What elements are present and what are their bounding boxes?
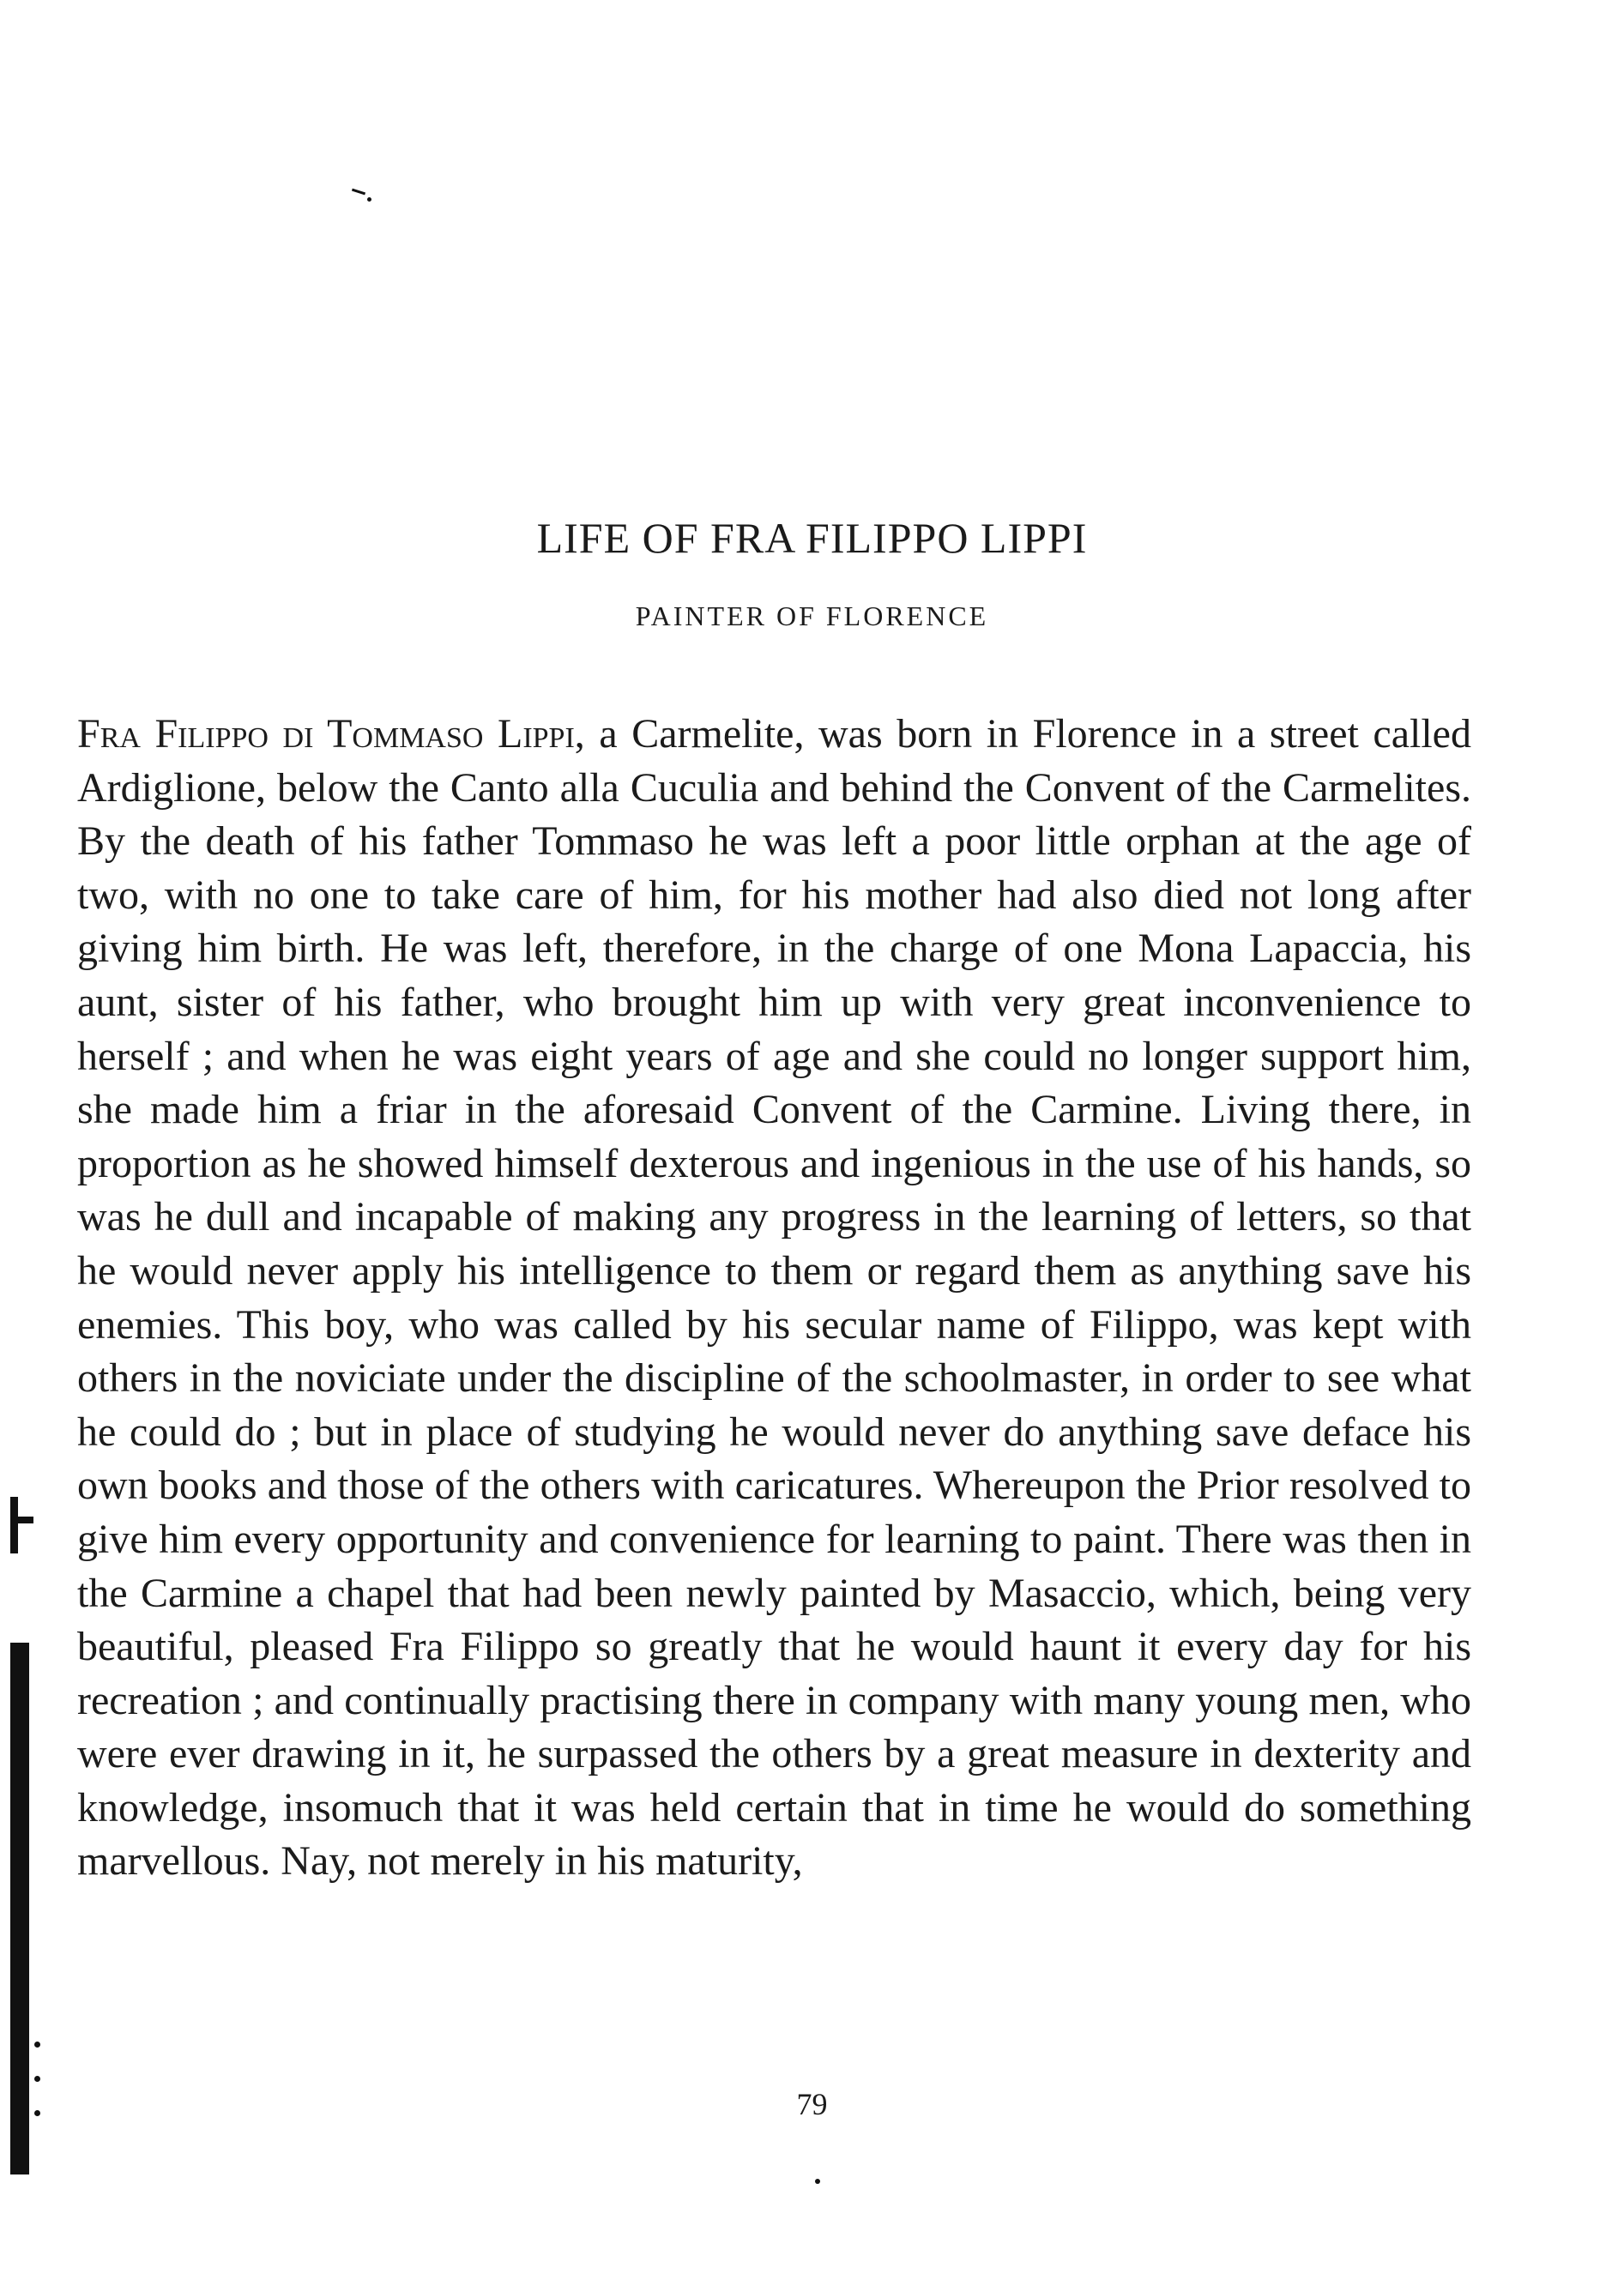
scan-mark-bracket-tick xyxy=(18,1517,33,1523)
body-text: , a Carmelite, was born in Florence in a street called Ardiglione, below the Canto alla Cuculia and behind the Convent of the Carmelites. By the death of his father Tommaso he was left a poor little orphan at the age of two, with no one to take care of him, for his mother had also died not long after giving him birth. He was left, therefore, in the charge of one Mona Lapaccia, his aunt, sister of his father, who brought him up with very great inconvenience to herself ; and when he was eight years of age and she could no longer support him, she made him a friar in the aforesaid Convent of the Carmine. Living there, in proportion as he showed himself dexterous and ingenious in the use of his hands, so was he dull and incapable of making any progress in the learning of letters, so that he would never apply his intelligence to them or regard them as anything save his enemies. This boy, who was called by his secular name of Filippo, was kept with others in the noviciate under the discipline of the schoolmaster, in order to see what he could do ; but in place of studying he would never do anything save deface his own books and those of the others with caricatures. Whereupon the Prior resolved to give him every opportunity and convenience for learning to paint. There was then in the Carmine a chapel that had been newly painted by Masaccio, which, being very beautiful, pleased Fra Filippo so greatly that he would haunt it every day for his recreation ; and continually practising there in company with many young men, who were ever drawing in it, he surpassed the others by a great measure in dexterity and knowledge, insomuch that it was held certain that in time he would do something marvellous. Nay, not merely in his maturity, xyxy=(77,711,1471,1885)
scan-mark-binding-edge xyxy=(10,1643,29,2174)
scan-speck-top-dot xyxy=(367,197,371,202)
scan-speck-top xyxy=(352,189,365,196)
chapter-title: LIFE OF FRA FILIPPO LIPPI xyxy=(536,514,1088,562)
scan-mark-dot-3 xyxy=(34,2110,40,2116)
page-number: 79 xyxy=(796,2087,828,2121)
body-paragraph xyxy=(77,708,1471,1889)
scan-mark-dot-1 xyxy=(34,2042,40,2048)
chapter-subtitle: PAINTER OF FLORENCE xyxy=(635,600,989,631)
scan-mark-bracket xyxy=(10,1497,18,1553)
scan-mark-dot-2 xyxy=(34,2076,40,2082)
opening-name: Fra Filippo di Tommaso Lippi xyxy=(77,711,575,757)
scan-speck-bottom xyxy=(815,2179,820,2184)
